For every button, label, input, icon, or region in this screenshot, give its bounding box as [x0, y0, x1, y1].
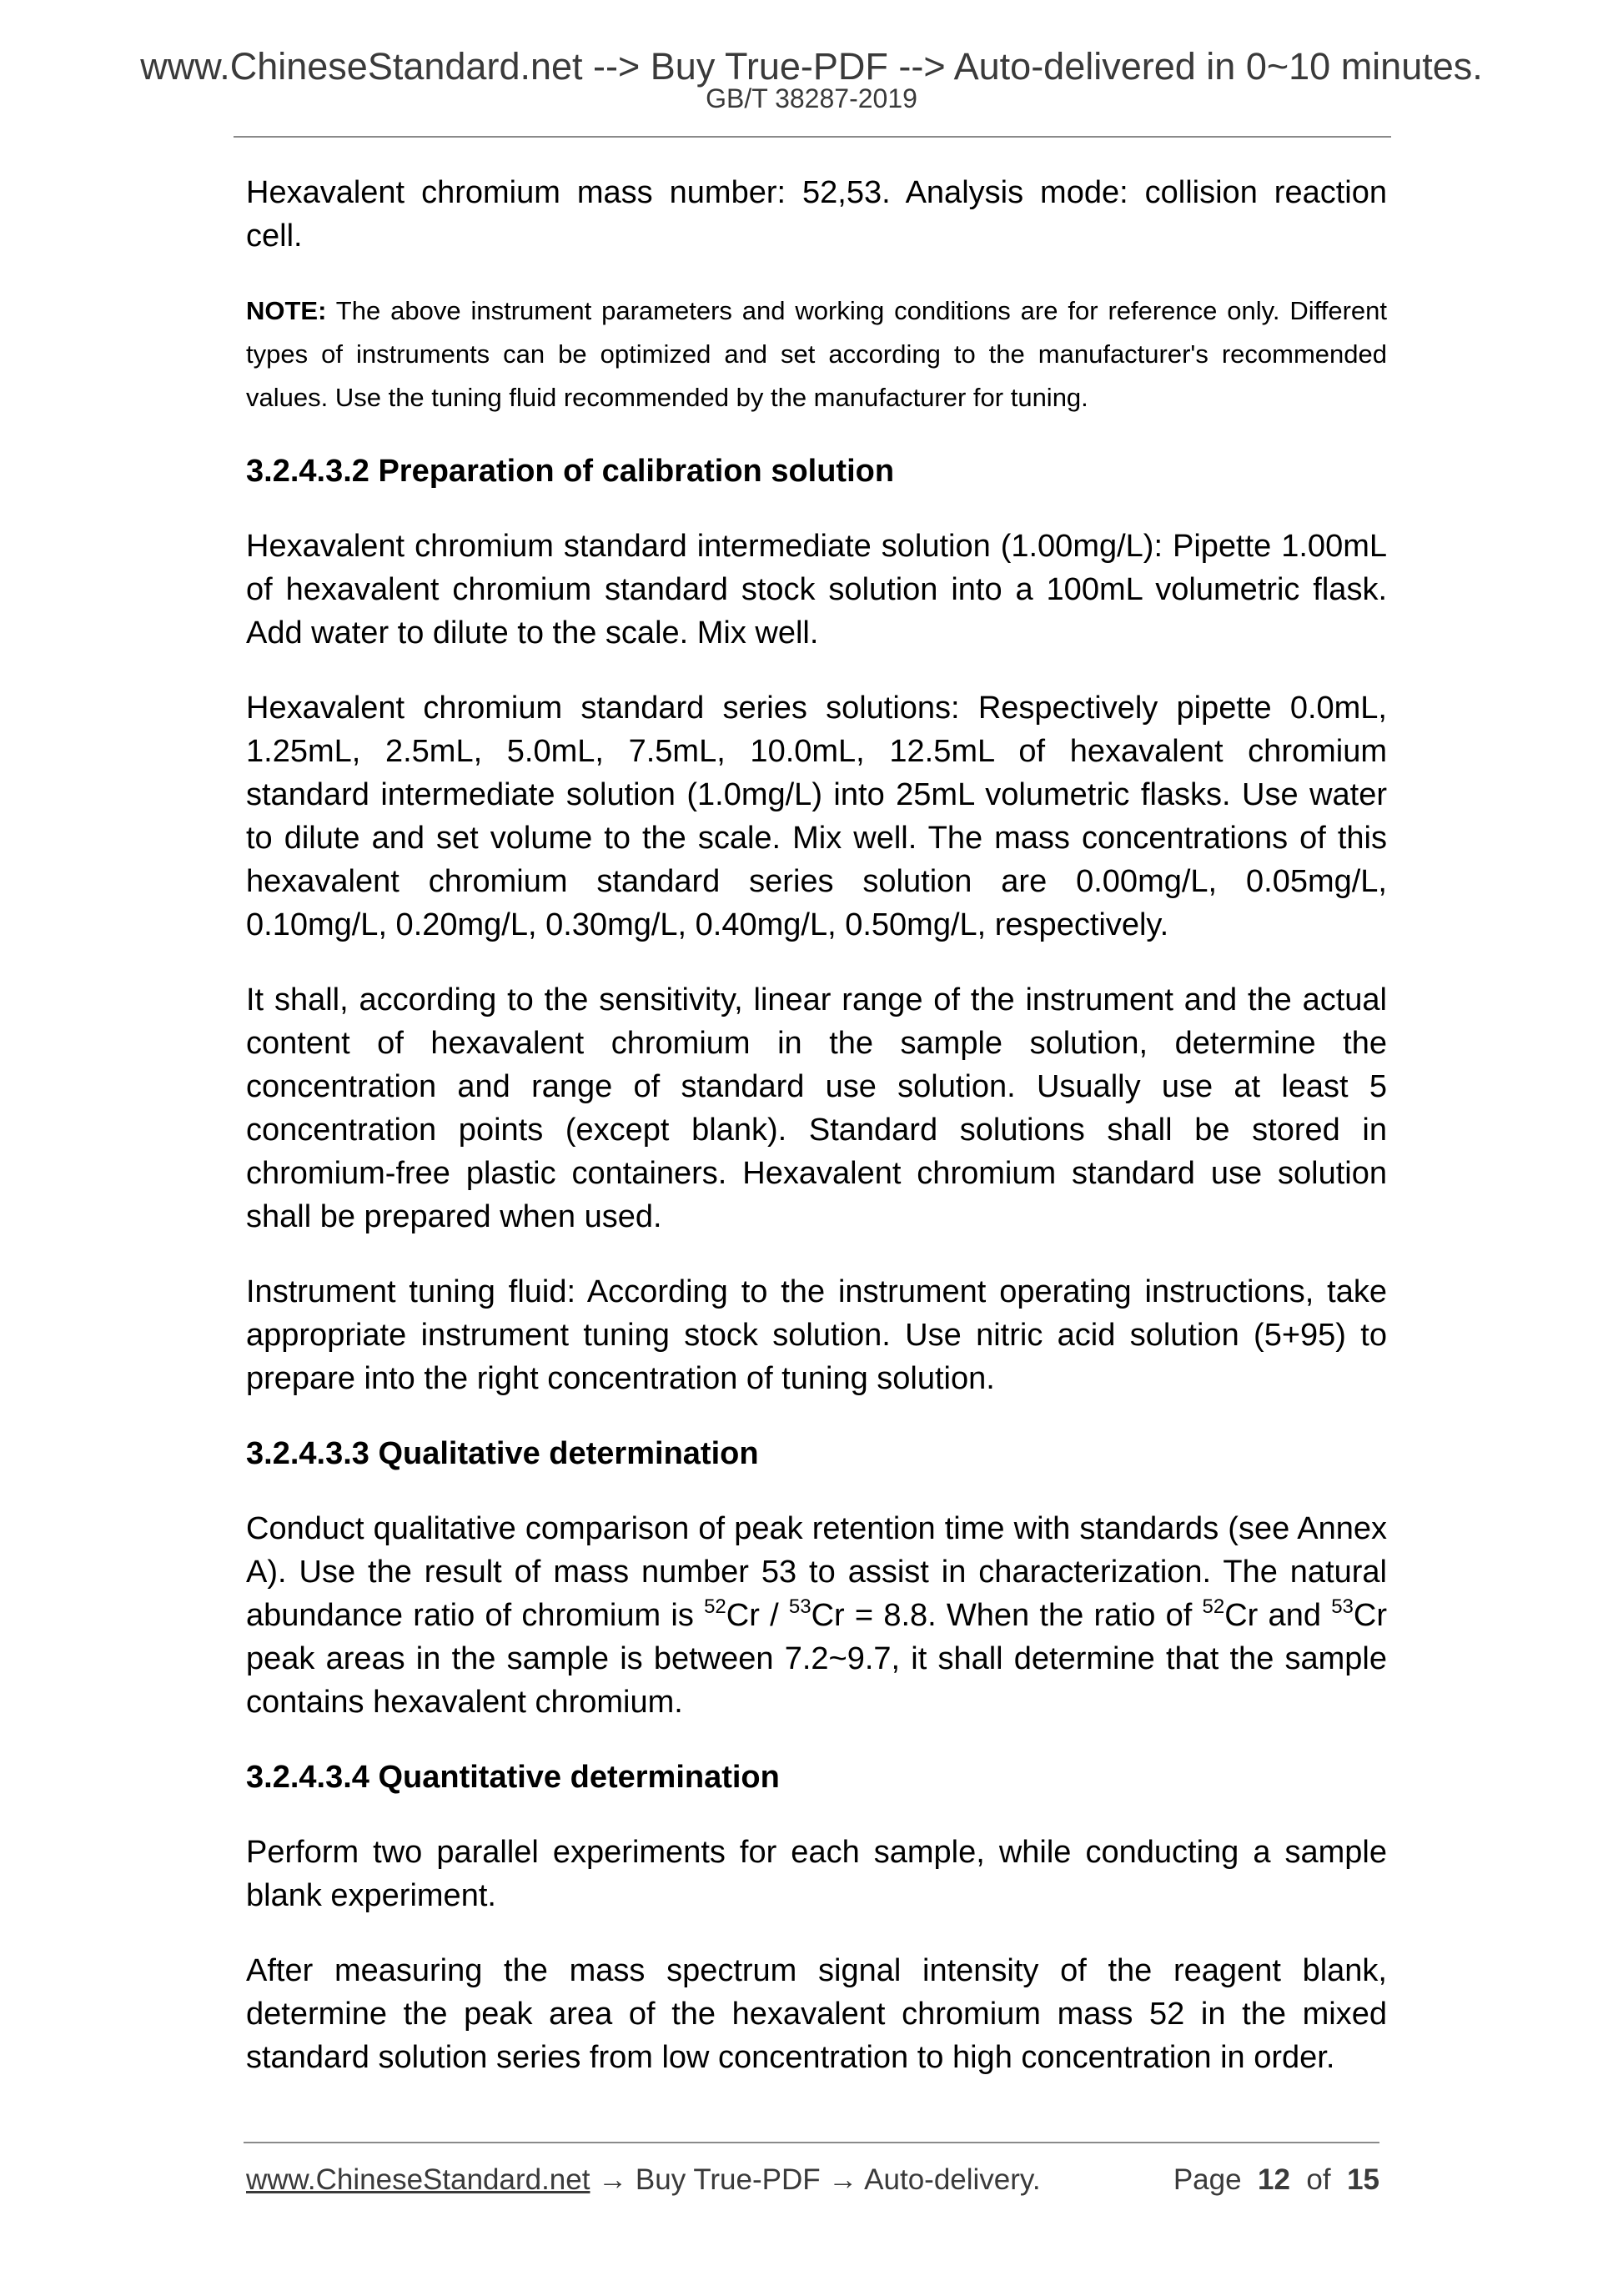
of-label: of	[1306, 2163, 1331, 2196]
page-indicator	[1173, 2162, 1379, 2198]
qual-text-4: Cr and	[1224, 1598, 1332, 1633]
isotope-superscript: 52	[704, 1595, 726, 1618]
footer-tagline: → Buy True-PDF → Auto-delivery.	[590, 2163, 1041, 2196]
header-banner: www.ChineseStandard.net --> Buy True-PDF --> Auto-delivered in 0~10 minutes.	[140, 45, 1483, 88]
total-pages: 15	[1347, 2163, 1379, 2196]
paragraph-mass-number: Hexavalent chromium mass number: 52,53. Analysis mode: collision reaction cell.	[246, 175, 1387, 254]
footer-site-link[interactable]: www.ChineseStandard.net	[246, 2163, 590, 2196]
footer-divider	[244, 2142, 1379, 2143]
isotope-superscript: 52	[1202, 1595, 1225, 1618]
header-divider	[234, 136, 1391, 138]
paragraph-measuring: After measuring the mass spectrum signal intensity of the reagent blank, determine the peak area of the hexavalent chromium mass 52 in the mixed standard solution series from low concentration to high concentration in order.	[246, 1953, 1387, 2075]
standard-number: GB/T 38287-2019	[706, 83, 917, 113]
document-body	[246, 171, 1387, 2111]
paragraph-intermediate-solution: Hexavalent chromium standard intermediate solution (1.00mg/L): Pipette 1.00mL of hexavalent chromium standard stock solution into a 100mL volumetric flask. Add water to dilute to the scale. Mix well.	[246, 529, 1387, 651]
paragraph-qualitative	[246, 1507, 1387, 1724]
note-text: The above instrument parameters and working conditions are for reference only. Different types of instruments can be optimized and set according to the manufacturer's recommended values. Use the tuning fluid recommended by the manufacturer for tuning.	[246, 296, 1387, 412]
isotope-superscript: 53	[788, 1595, 812, 1618]
qual-text-2: Cr /	[726, 1598, 789, 1633]
note-label: NOTE:	[246, 296, 327, 325]
qual-text-1: Conduct qualitative comparison of peak retention time with standards (see Annex A). Use the result of mass number 53 to assist in characterization. The natural abundance ratio of chromium is	[246, 1511, 1387, 1633]
page-number: 12	[1258, 2163, 1290, 2196]
qual-text-5: Cr peak areas in the sample is between 7.2~9.7, it shall determine that the sample contains hexavalent chromium.	[246, 1598, 1387, 1720]
heading-qualitative-determination: 3.2.4.3.3 Qualitative determination	[246, 1436, 759, 1471]
footer-left	[246, 2162, 1041, 2198]
isotope-superscript: 53	[1331, 1595, 1354, 1618]
note-paragraph	[246, 289, 1387, 420]
paragraph-sensitivity: It shall, according to the sensitivity, linear range of the instrument and the actual content of hexavalent chromium in the sample solution, determine the concentration and range of standard use solution. Usually use at least 5 concentration points (except blank). Standard solutions shall be stored in chromium-free plastic containers. Hexavalent chromium standard use solution shall be prepared when used.	[246, 982, 1387, 1234]
heading-calibration-solution: 3.2.4.3.2 Preparation of calibration solution	[246, 454, 895, 489]
paragraph-parallel-experiments: Perform two parallel experiments for each sample, while conducting a sample blank experiment.	[246, 1835, 1387, 1913]
heading-quantitative-determination: 3.2.4.3.4 Quantitative determination	[246, 1760, 780, 1795]
qual-text-3: Cr = 8.8. When the ratio of	[811, 1598, 1203, 1633]
paragraph-series-solutions: Hexavalent chromium standard series solutions: Respectively pipette 0.0mL, 1.25mL, 2.5mL, 5.0mL, 7.5mL, 10.0mL, 12.5mL of hexavalent chromium standard intermediate solution (1.0mg/L) into 25mL volumetric flasks. Use water to dilute and set volume to the scale. Mix well. The mass concentrations of this hexavalent chromium standard series solution are 0.00mg/L, 0.05mg/L, 0.10mg/L, 0.20mg/L, 0.30mg/L, 0.40mg/L, 0.50mg/L, respectively.	[246, 691, 1387, 942]
paragraph-tuning-fluid: Instrument tuning fluid: According to the instrument operating instructions, take appropriate instrument tuning stock solution. Use nitric acid solution (5+95) to prepare into the right concentration of tuning solution.	[246, 1274, 1387, 1396]
page-label: Page	[1173, 2163, 1242, 2196]
